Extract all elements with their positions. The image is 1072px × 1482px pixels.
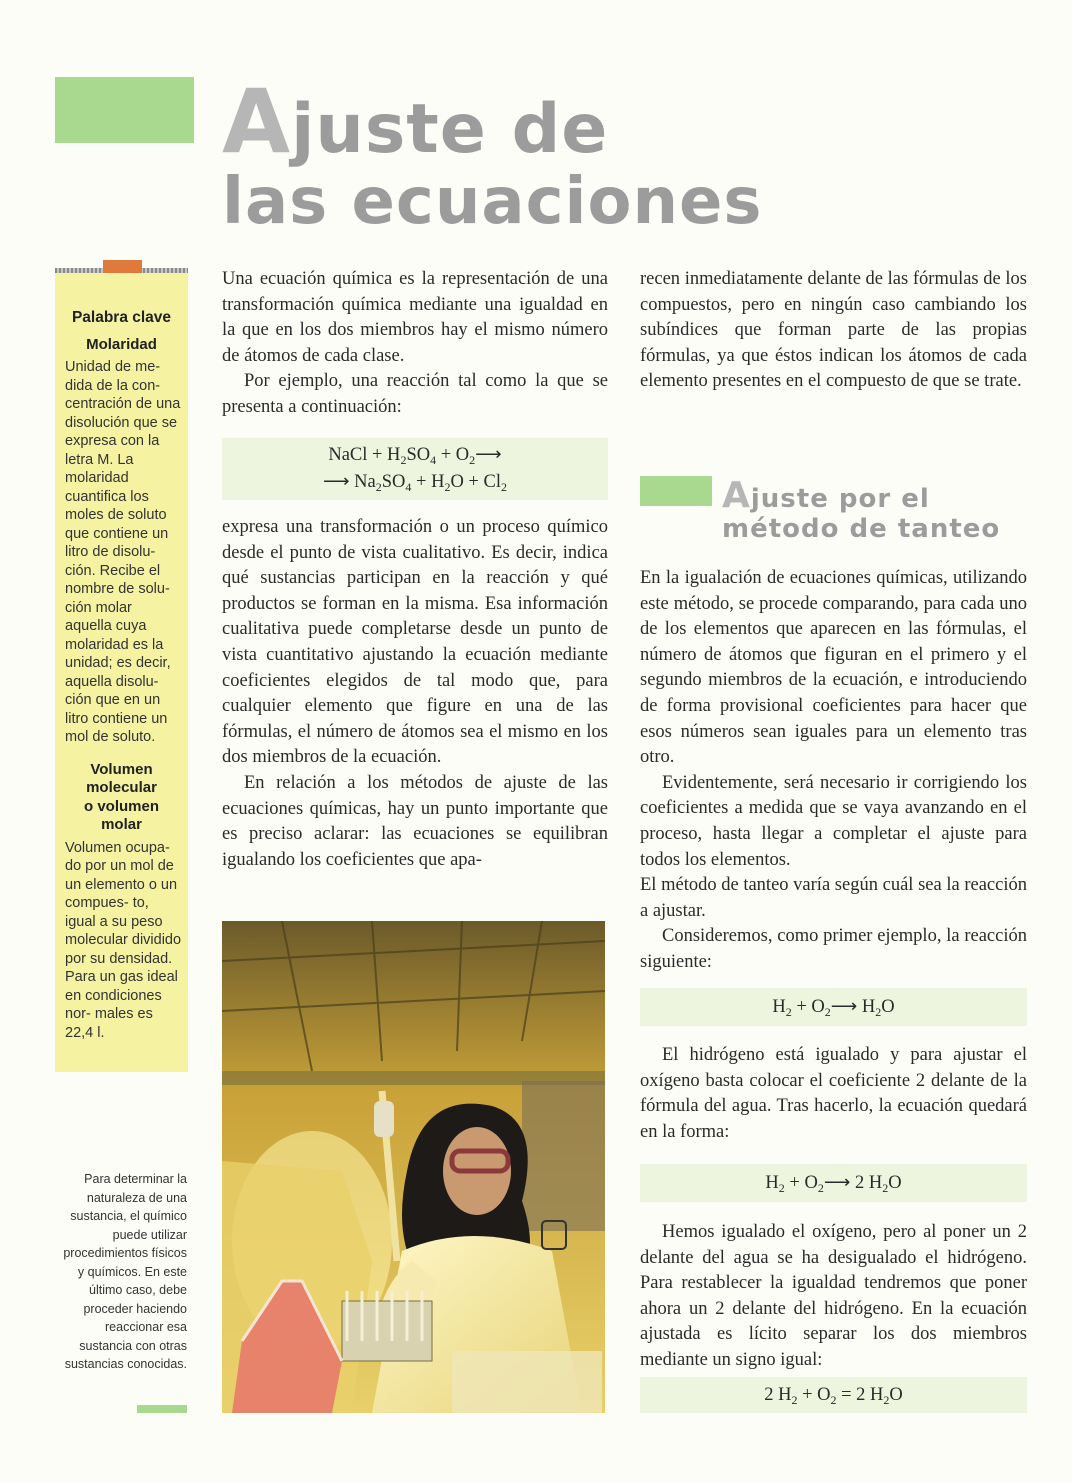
column-2-middle (640, 566, 1027, 976)
title-line1: juste de (291, 90, 609, 169)
equation-box-4: 2 $H_2 + O_2 = 2$ $H_2O$ (640, 1377, 1027, 1413)
column-2-bottom (640, 1220, 1027, 1374)
title-initial: A (222, 70, 292, 173)
caption-accent-bar (137, 1405, 187, 1413)
laboratory-photo (222, 921, 605, 1413)
equation-line: NaCl + $H_2SO_4$ + $O_2⟶$ (328, 445, 502, 467)
equation-box-1 (222, 438, 608, 500)
paragraph: Evidentemente, será necesario ir corrigiendo los coeficientes a medida que se vaya avanzando en el proceso, hasta llegar a completar el ajuste para todos los elementos. (640, 772, 1027, 870)
page-title (222, 70, 763, 239)
sidebar-definition-volumen: Volumen ocupa- do por un mol de un elemento o un compues- to, igual a su peso molecular dividido por su densidad. Para un gas ideal en condiciones nor- males es 22,4 l. (65, 839, 182, 1041)
column-1-top (222, 267, 608, 421)
section-heading: Ajuste por el método de tanteo (722, 475, 1001, 544)
column-2-top (640, 267, 1027, 395)
sidebar-heading: Palabra clave (71, 309, 172, 326)
sidebar-definition-molaridad: Unidad de me- dida de la con- centración de una disolución que se expresa con la letra M. La molaridad cuantifica los moles de soluto que contiene un litro de disolu- ción. Recibe el nombre de solu- ción molar aquella cuya molaridad es la unidad; es decir, aquella disolu- ción que en un litro contiene un mol de soluto. (65, 359, 181, 745)
column-2-lower (640, 1043, 1027, 1145)
equation-line: ⟶ $Na_2SO_4 + H_2O + Cl_2$ (323, 472, 507, 494)
column-1-bottom (222, 515, 608, 873)
photo-caption: Para determinar la naturaleza de una sustancia, el químico puede utilizar procedimientos físicos y químicos. En este último caso, debe proceder haciendo reaccionar esa sustancia con otras sustancias conocidas. (63, 1172, 187, 1371)
paragraph: recen inmediatamente delante de las fórmulas de los compuestos, pero en ningún caso cambiando los subíndices que forman parte de las propias fórmulas, ya que éstos indican los átomos de cada elemento presentes en el compuesto de que se trate. (640, 269, 1027, 392)
sidebar-term-volumen: Volumen molecular o volumen molar (83, 760, 159, 833)
section-accent-bar (640, 476, 712, 506)
sidebar-term-molaridad: Molaridad (86, 335, 157, 353)
paragraph: Una ecuación química es la representación de una transformación química mediante una igualdad en la que en los dos miembros hay el mismo número de átomos de cada clase. (222, 269, 608, 366)
paragraph: En relación a los métodos de ajuste de las ecuaciones químicas, hay un punto importante que es preciso aclarar: las ecuaciones se equilibran igualando los coeficientes que apa- (222, 772, 608, 870)
paragraph: El método de tanteo varía según cuál sea la reacción a ajustar. (640, 875, 1027, 921)
paragraph: Por ejemplo, una reacción tal como la que se presenta a continuación: (222, 371, 608, 417)
chemist-illustration (222, 921, 605, 1413)
paragraph: El hidrógeno está igualado y para ajustar el oxígeno basta colocar el coeficiente 2 delante de la fórmula del agua. Tras hacerlo, la ecuación quedará en la forma: (640, 1045, 1027, 1142)
title-accent-bar (55, 77, 194, 143)
keyword-sidebar (55, 273, 188, 1072)
equation-box-3: $H_2$ + $O_2⟶$ 2 $H_2O$ (640, 1164, 1027, 1202)
paragraph: Consideremos, como primer ejemplo, la reacción siguiente: (640, 926, 1027, 972)
paragraph: expresa una transformación o un proceso químico desde el punto de vista cualitativo. Es decir, indica qué sustancias participan en la reacción y qué productos se forman en la misma. Esa información cualitativa puede completarse desde un punto de vista cuantitativo ajustando la ecuación mediante coeficientes elegidos de tal modo que, para cualquier elemento que figure en una de las fórmulas, el número de átomos sea el mismo en los dos miembros de la ecuación. (222, 517, 608, 768)
paragraph: En la igualación de ecuaciones químicas, utilizando este método, se procede comparando, para cada uno de los elementos que aparecen en las fórmulas, el número de átomos que figuran en el primero y el segundo miembros de la ecuación, e introduciendo de forma provisional coeficientes para hacer que esos números sean iguales para un elemento tras otro. (640, 568, 1027, 768)
equation-box-2: $H_2$ + $O_2⟶$ $H_2O$ (640, 988, 1027, 1026)
title-line2: las ecuaciones (222, 165, 763, 239)
paragraph: Hemos igualado el oxígeno, pero al poner un 2 delante del agua se ha desigualado el hidrógeno. Para restablecer la igualdad tendremos que poner ahora un 2 delante del hidrógeno. En la ecuación ajustada es lícito separar los dos miembros mediante un signo igual: (640, 1222, 1027, 1370)
